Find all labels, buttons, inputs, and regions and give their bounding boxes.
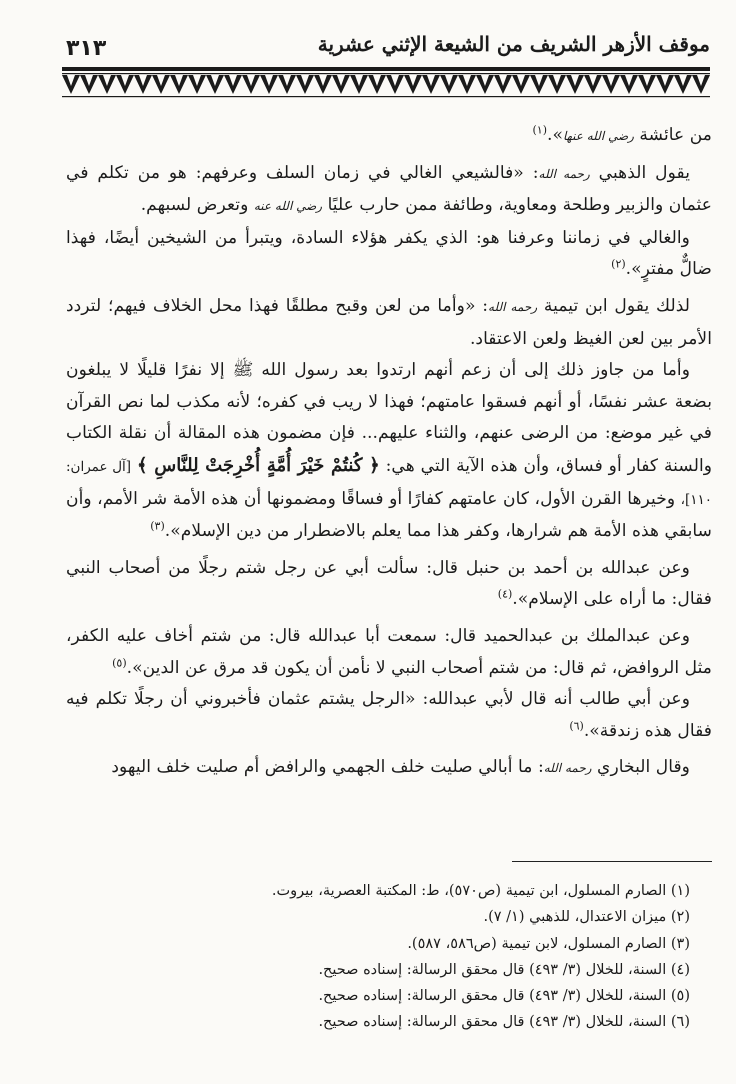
footnote-ref: (٢) xyxy=(611,257,626,271)
footnote-ref: (٦) xyxy=(569,718,584,732)
honorific: رحمه الله xyxy=(538,166,590,181)
paragraph-7: وعن عبدالملك بن عبدالحميد قال: سمعت أبا عبدالله قال: من شتم أخاف عليه الكفر، مثل الروافض، ثم قال: من شتم أصحاب النبي لا نأمن أن يكون قد مرق عن الدين».$^{(٥)}$ xyxy=(66,625,712,678)
paragraph-2: يقول الذهبي رحمه الله: «فالشيعي الغالي في زمان السلف وعرفهم: هو من تكلم في عثمان والزبير وطلحة ومعاوية، وطائفة ممن حارب عليًا رضي الله عنه وتعرض لسبهم. xyxy=(66,162,712,216)
paragraph-8: وعن أبي طالب أنه قال لأبي عبدالله: «الرجل يشتم عثمان فأخبروني أن رجلًا تكلم فيه فقال هذه زندقة».$^{(٦)}$ xyxy=(66,689,712,741)
paragraph-3: والغالي في زماننا وعرفنا هو: الذي يكفر هؤلاء السادة، ويتبرأ من الشيخين أيضًا، فهذا ضالٌّ مفترٍ».$^{(٢)}$ xyxy=(66,227,712,280)
footnote-ref: (٥) xyxy=(112,655,127,669)
honorific: رضي الله عنه xyxy=(253,199,323,214)
paragraph-9: وقال البخاري رحمه الله: ما أبالي صليت خلف الجهمي والرافض أم صليت خلف اليهود xyxy=(111,757,690,778)
footnote-5: (٥) السنة، للخلال (٣/ ٤٩٣) قال محقق الرسالة: إسناده صحيح. xyxy=(318,988,690,1005)
footnote-3: (٣) الصارم المسلول، لابن تيمية (ص٥٨٦، ٥٨٧). xyxy=(407,935,690,952)
salawat-symbol: ﷺ xyxy=(232,360,254,381)
footnote-2: (٢) ميزان الاعتدال، للذهبي (١/ ٧). xyxy=(483,909,690,926)
quran-verse: ﴿ كُنتُمْ خَيْرَ أُمَّةٍ أُخْرِجَتْ لِلنَّاسِ ﴾ xyxy=(136,454,380,476)
footnote-1: (١) الصارم المسلول، ابن تيمية (ص٥٧٠)، ط: المكتبة العصرية، بيروت. xyxy=(271,883,690,899)
main-text xyxy=(66,120,712,785)
running-title: موقف الأزهر الشريف من الشيعة الإثني عشرية xyxy=(317,32,710,56)
footnote-ref: (١) xyxy=(532,123,547,137)
footnote-divider xyxy=(512,861,712,862)
page-header xyxy=(62,30,710,100)
paragraph-5: وأما من جاوز ذلك إلى أن زعم أنهم ارتدوا بعد رسول الله ﷺ إلا نفرًا قليلًا لا يبلغون بضعة عشر نفسًا، أو أنهم فسقوا عامتهم؛ فهذا لا ريب في كفره؛ لأنه مكذب لما نص القرآن في غير موضع: من الرضى عنهم، والثناء عليهم... فإن مضمون هذه المقالة أن نقلة الكتاب والسنة كفار أو فساق، وأن هذه الآية التي هي: ﴿ كُنتُمْ خَيْرَ أُمَّةٍ أُخْرِجَتْ لِلنَّاسِ ﴾ [آل عمران: ١١٠]، وخيرها القرن الأول، كان عامتهم كفارًا أو فساقًا ومضمونها أن هذه الأمة شر الأمم، وأن سابقي هذه الأمة هم شرارها، وكفر هذا مما يعلم بالاضطرار من دين الإسلام».$^{(٣)}$ xyxy=(66,360,713,542)
page-number: ٣١٣ xyxy=(66,36,107,61)
paragraph-1: من عائشة رضي الله عنها».$^{(١)}$ xyxy=(532,123,712,145)
honorific: رضي الله عنها xyxy=(562,129,634,143)
paragraph-4: لذلك يقول ابن تيمية رحمه الله: «وأما من لعن وقبح مطلقًا فهذا محل الخلاف فيهم؛ لتردد الأمر بين لعن الغيظ ولعن الاعتقاد. xyxy=(66,295,712,349)
header-ornament xyxy=(62,66,710,100)
footnote-ref: (٤) xyxy=(497,587,513,601)
footnote-6: (٦) السنة، للخلال (٣/ ٤٩٣) قال محقق الرسالة: إسناده صحيح. xyxy=(318,1014,690,1031)
footnote-4: (٤) السنة، للخلال (٣/ ٤٩٣) قال محقق الرسالة: إسناده صحيح. xyxy=(318,961,690,978)
honorific: رحمه الله xyxy=(488,299,538,314)
honorific: رحمه الله xyxy=(543,761,592,776)
verse-reference: [آل عمران: ١١٠]، xyxy=(66,458,712,508)
footnotes xyxy=(66,878,712,1036)
footnote-ref: (٣) xyxy=(150,519,165,533)
paragraph-6: وعن عبدالله بن أحمد بن حنبل قال: سألت أبي عن رجل شتم رجلًا من أصحاب النبي فقال: ما أراه على الإسلام».$^{(٤)}$ xyxy=(66,557,712,610)
